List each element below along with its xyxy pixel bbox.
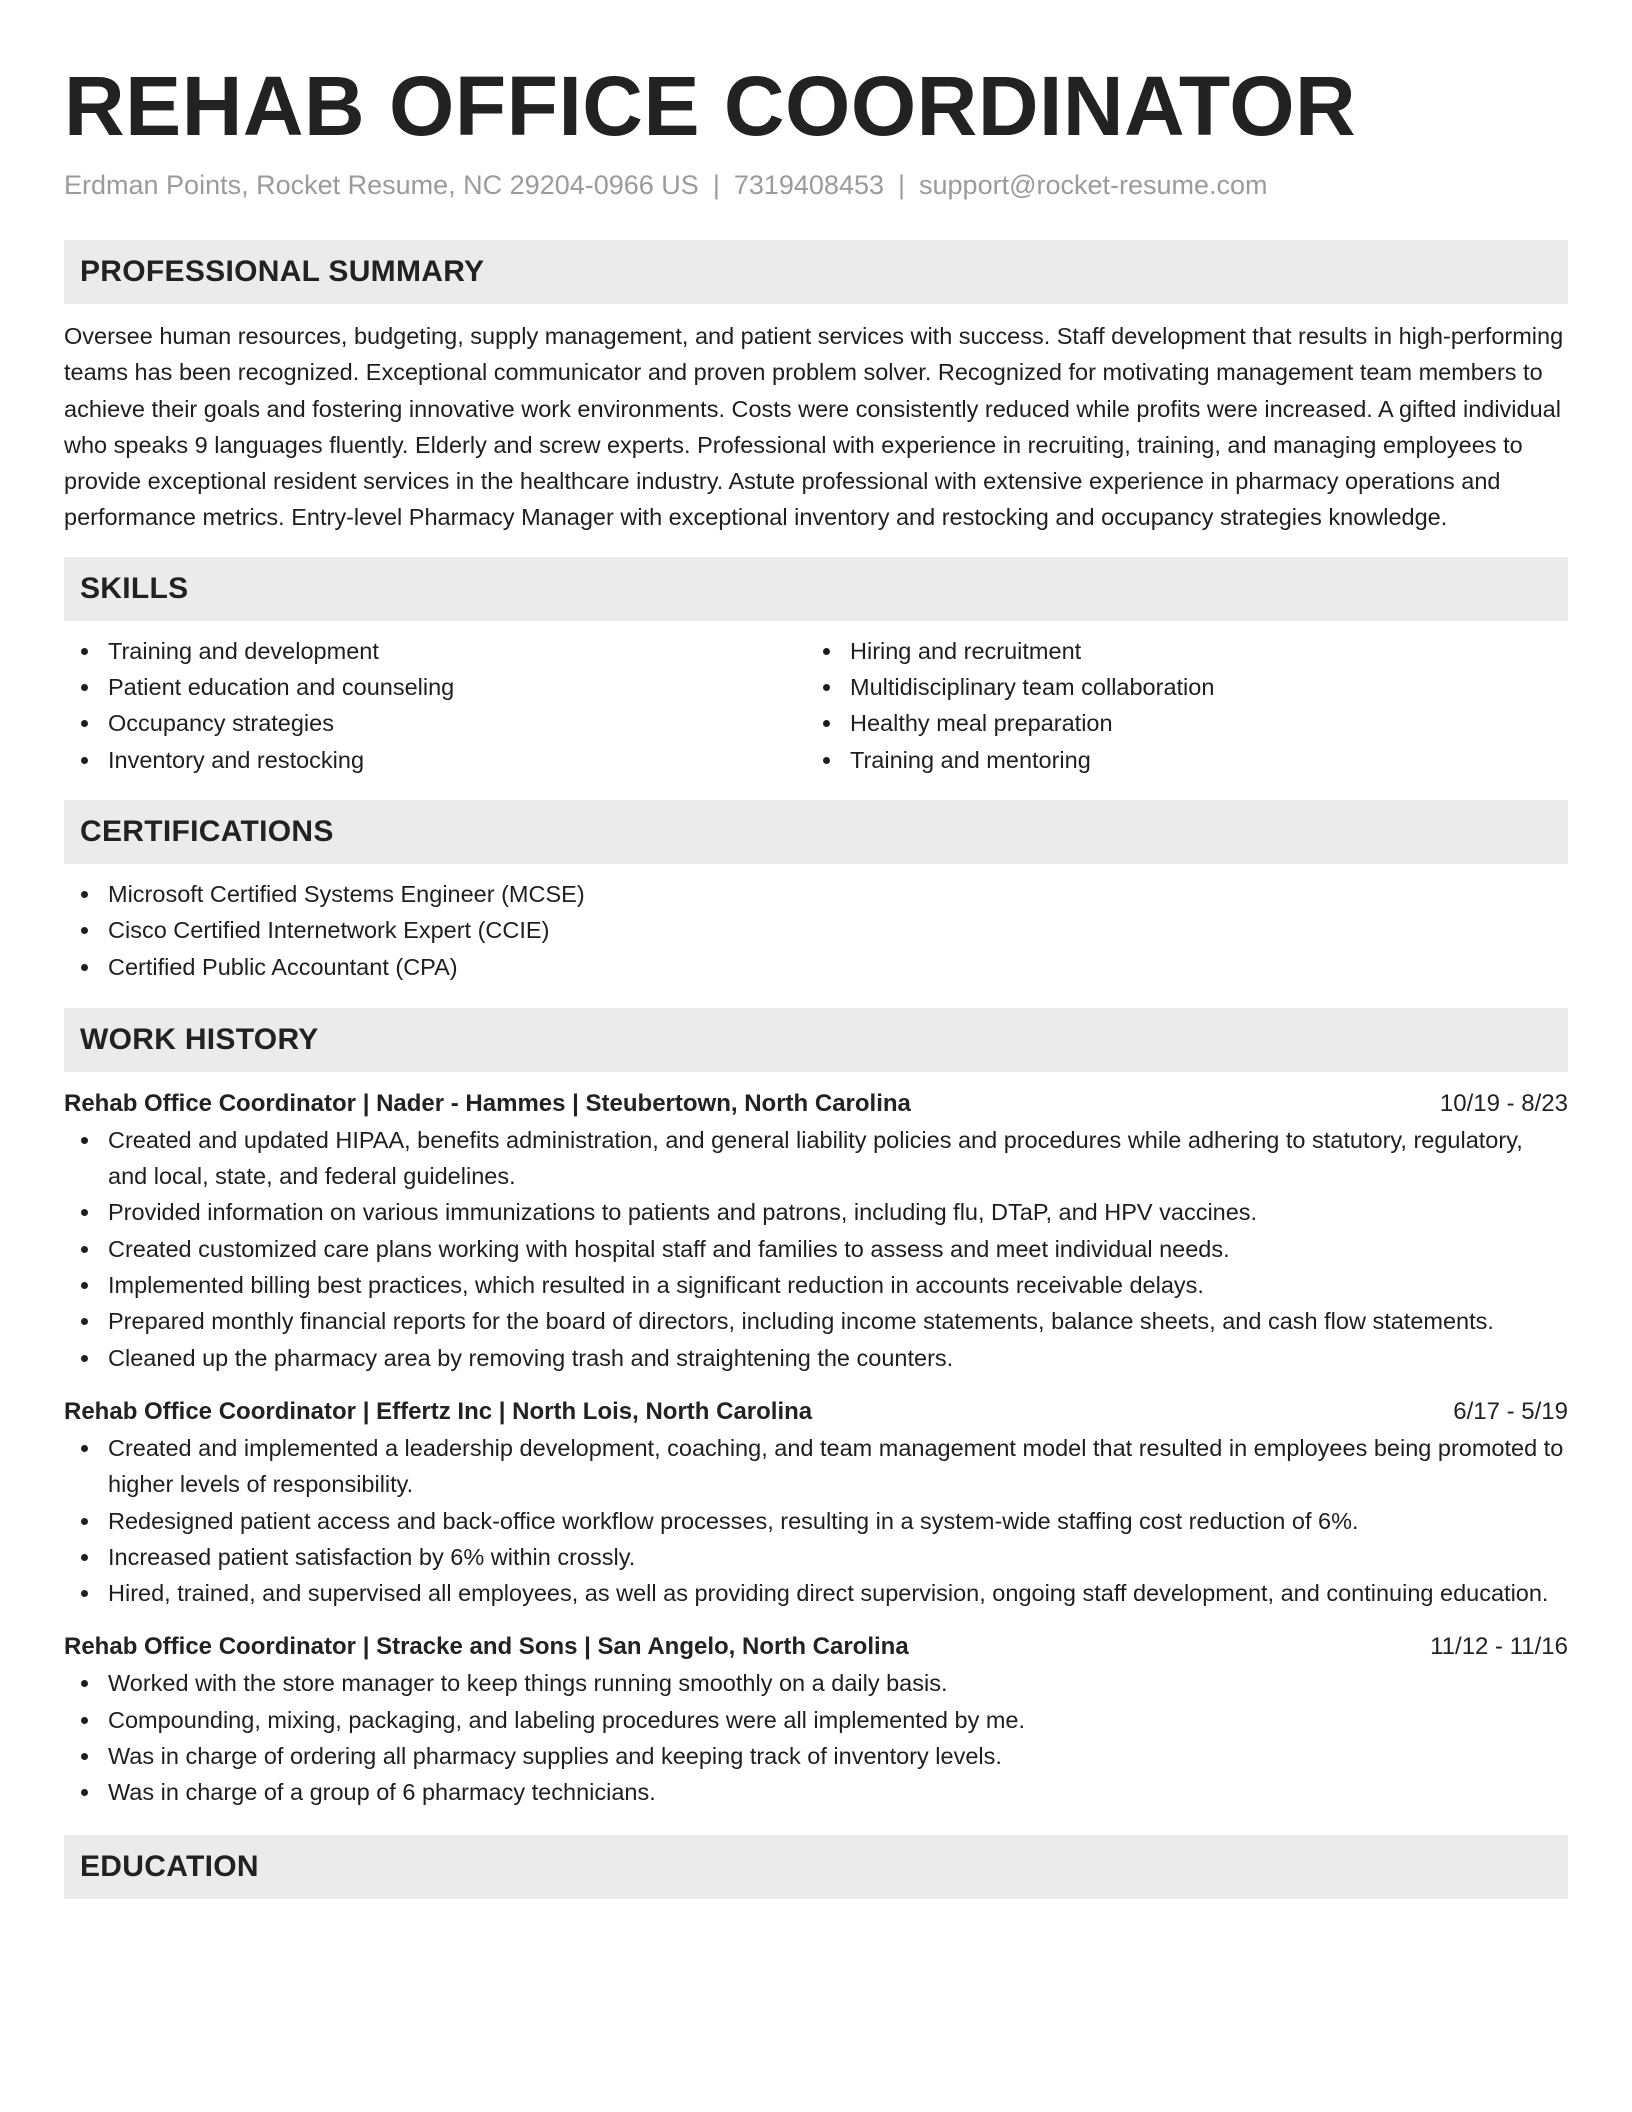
skill-item: Healthy meal preparation <box>806 705 1548 741</box>
skill-item: Hiring and recruitment <box>806 633 1548 669</box>
job-bullets <box>64 1430 1568 1611</box>
job-bullet: Created and updated HIPAA, benefits administration, and general liability policies and procedures while adhering to statutory, regulatory, and local, state, and federal guidelines. <box>64 1122 1568 1195</box>
skill-item: Multidisciplinary team collaboration <box>806 669 1548 705</box>
job-bullet: Increased patient satisfaction by 6% within crossly. <box>64 1539 1568 1575</box>
job-dates: 11/12 - 11/16 <box>1430 1633 1568 1661</box>
contact-line <box>64 168 1568 202</box>
education-heading: EDUCATION <box>64 1835 1568 1899</box>
job-bullets <box>64 1122 1568 1376</box>
certifications-heading: CERTIFICATIONS <box>64 800 1568 864</box>
job-bullet: Prepared monthly financial reports for the board of directors, including income statements, balance sheets, and cash flow statements. <box>64 1303 1568 1339</box>
job-bullets <box>64 1665 1568 1810</box>
skill-item: Inventory and restocking <box>64 742 806 778</box>
job-bullet: Worked with the store manager to keep things running smoothly on a daily basis. <box>64 1665 1568 1701</box>
job-bullet: Was in charge of a group of 6 pharmacy technicians. <box>64 1774 1568 1810</box>
skill-item: Training and mentoring <box>806 742 1548 778</box>
skills-column-right <box>806 633 1548 778</box>
certification-item: Microsoft Certified Systems Engineer (MCSE) <box>64 876 1568 912</box>
skill-item: Patient education and counseling <box>64 669 806 705</box>
job-bullet: Cleaned up the pharmacy area by removing trash and straightening the counters. <box>64 1340 1568 1376</box>
summary-text: Oversee human resources, budgeting, supply management, and patient services with success. Staff development that results in high-performing teams has been recognized. Exceptional communicator and proven problem solver. Recognized for motivating management team members to achieve their goals and fostering innovative work environments. Costs were consistently reduced while profits were increased. A gifted individual who speaks 9 languages fluently. Elderly and screw experts. Professional with experience in recruiting, training, and managing employees to provide exceptional resident services in the healthcare industry. Astute professional with extensive experience in pharmacy operations and performance metrics. Entry-level Pharmacy Manager with exceptional inventory and restocking and occupancy strategies knowledge. <box>64 323 1564 531</box>
contact-phone: 7319408453 <box>733 170 884 200</box>
certification-item: Certified Public Accountant (CPA) <box>64 949 1568 985</box>
skills-heading: SKILLS <box>64 557 1568 621</box>
job-bullet: Created and implemented a leadership development, coaching, and team management model that resulted in employees being promoted to higher levels of responsibility. <box>64 1430 1568 1503</box>
job-header <box>64 1394 1568 1430</box>
job-bullet: Was in charge of ordering all pharmacy supplies and keeping track of inventory levels. <box>64 1738 1568 1774</box>
summary-heading: PROFESSIONAL SUMMARY <box>64 240 1568 304</box>
work-history-heading: WORK HISTORY <box>64 1008 1568 1072</box>
job-title: Rehab Office Coordinator | Stracke and Sons | San Angelo, North Carolina <box>64 1633 909 1661</box>
job-title: Rehab Office Coordinator | Nader - Hammes | Steubertown, North Carolina <box>64 1089 911 1117</box>
job-bullet: Provided information on various immunizations to patients and patrons, including flu, DTaP, and HPV vaccines. <box>64 1194 1568 1230</box>
certification-item: Cisco Certified Internetwork Expert (CCIE) <box>64 912 1568 948</box>
job-dates: 10/19 - 8/23 <box>1439 1089 1568 1117</box>
job-bullet: Redesigned patient access and back-office workflow processes, resulting in a system-wide staffing cost reduction of 6%. <box>64 1503 1568 1539</box>
candidate-name: REHAB OFFICE COORDINATOR <box>64 59 1357 153</box>
certifications-list <box>64 876 1568 985</box>
job-header <box>64 1629 1568 1665</box>
contact-separator: | <box>712 170 720 200</box>
skill-item: Training and development <box>64 633 806 669</box>
job-bullet: Hired, trained, and supervised all employees, as well as providing direct supervision, ongoing staff development, and continuing education. <box>64 1575 1568 1611</box>
resume-page <box>64 0 1568 1899</box>
job-dates: 6/17 - 5/19 <box>1453 1397 1568 1425</box>
job-header <box>64 1086 1568 1122</box>
job-entry <box>64 1394 1568 1611</box>
skills-column-left <box>64 633 806 778</box>
contact-separator: | <box>898 170 906 200</box>
job-entry <box>64 1629 1568 1810</box>
job-title: Rehab Office Coordinator | Effertz Inc | North Lois, North Carolina <box>64 1397 813 1425</box>
skill-item: Occupancy strategies <box>64 705 806 741</box>
contact-address: Erdman Points, Rocket Resume, NC 29204-0966 US <box>64 170 699 200</box>
job-bullet: Compounding, mixing, packaging, and labeling procedures were all implemented by me. <box>64 1702 1568 1738</box>
skills-list <box>64 633 1568 778</box>
job-bullet: Created customized care plans working with hospital staff and families to assess and meet individual needs. <box>64 1231 1568 1267</box>
contact-email: support@rocket-resume.com <box>919 170 1268 200</box>
job-entry <box>64 1086 1568 1376</box>
job-bullet: Implemented billing best practices, which resulted in a significant reduction in accounts receivable delays. <box>64 1267 1568 1303</box>
